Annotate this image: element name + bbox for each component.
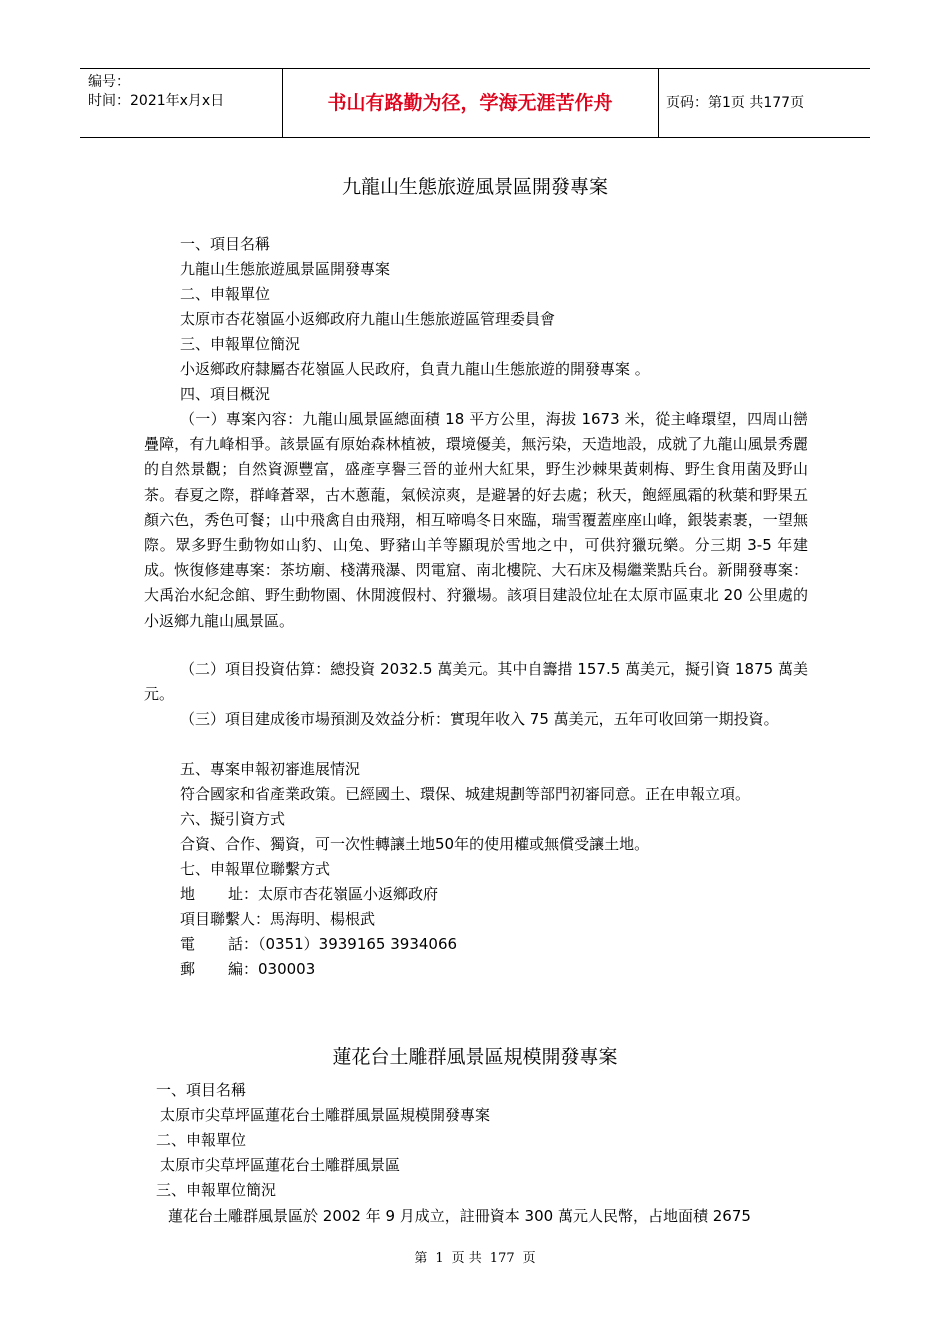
page-header <box>80 68 870 138</box>
s1-investment: （二）項目投資估算：總投資 2032.5 萬美元。其中自籌措 157.5 萬美元，擬引資 1875 萬美元。 <box>144 660 808 704</box>
footer-mid: 页 共 <box>451 1251 482 1266</box>
s1-investment-mode: 合資、合作、獨資，可一次性轉讓土地50年的使用權或無償受讓土地。 <box>180 835 650 853</box>
serial-label: 编号： <box>88 74 130 90</box>
s2-brief: 蓮花台土雕群風景區於 2002 年 9 月成立，註冊資本 300 萬元人民幣，占地面積 2675 <box>168 1207 751 1225</box>
s1-address-label: 地 <box>180 885 196 903</box>
s1-phone: 話：（0351）3939165 3934066 <box>228 935 458 953</box>
s1-heading-overview: 四、項目概況 <box>180 385 271 403</box>
section2-title: 蓮花台土雕群風景區規模開發專案 <box>332 1046 618 1068</box>
header-divider <box>658 69 659 137</box>
footer-total-pages: 177 <box>489 1251 515 1266</box>
s1-market-forecast: （三）項目建成後市場預測及效益分析：實現年收入 75 萬美元，五年可收回第一期投資。 <box>180 710 779 728</box>
s1-heading-name: 一、項目名稱 <box>180 235 271 253</box>
s1-unit: 太原市杏花嶺區小返鄉政府九龍山生態旅遊區管理委員會 <box>180 310 556 328</box>
header-motto: 书山有路勤为径，学海无涯苦作舟 <box>327 92 613 114</box>
footer-page-number: 1 <box>435 1251 444 1266</box>
s1-progress: 符合國家和省產業政策。已經國土、環保、城建規劃等部門初審同意。正在申報立項。 <box>180 785 751 803</box>
header-pager: 页码：第1页 共177页 <box>666 95 805 111</box>
s1-heading-investment-mode: 六、擬引資方式 <box>180 810 286 828</box>
footer-prefix: 第 <box>414 1251 428 1266</box>
s2-heading-brief: 三、申報單位簡況 <box>156 1181 277 1199</box>
s2-unit: 太原市尖草坪區蓮花台土雕群風景區 <box>160 1156 401 1174</box>
s2-heading-name: 一、項目名稱 <box>156 1081 247 1099</box>
section1-title: 九龍山生態旅遊風景區開發專案 <box>341 176 608 198</box>
date-label: 时间：2021年x月x日 <box>88 93 225 109</box>
s1-postcode-label: 郵 <box>180 960 196 978</box>
s2-heading-unit: 二、申報單位 <box>156 1131 247 1149</box>
s1-postcode: 編：030003 <box>228 960 316 978</box>
page-footer <box>0 1247 950 1266</box>
footer-suffix: 页 <box>522 1251 536 1266</box>
header-meta <box>88 73 224 111</box>
s1-contact-person: 項目聯繫人：馬海明、楊根武 <box>180 910 376 928</box>
s1-heading-brief: 三、申報單位簡況 <box>180 335 301 353</box>
s1-heading-progress: 五、專案申報初審進展情況 <box>180 760 361 778</box>
s1-brief: 小返鄉政府隸屬杏花嶺區人民政府，負責九龍山生態旅遊的開發專案 。 <box>180 360 650 378</box>
s1-address: 址：太原市杏花嶺區小返鄉政府 <box>228 885 439 903</box>
s1-overview-content: （一）專案內容：九龍山風景區總面積 18 平方公里，海拔 1673 米，從主峰環望，四周山巒疊障，有九峰相爭。該景區有原始森林植被，環境優美，無污染，天造地設，成就了九龍山風景秀麗的自然景觀；自然資源豐富，盛產享譽三晉的並州大紅果，野生沙棘果黃刺梅、野生食用菌及野山茶。春夏之際，群峰蒼翠，古木蔥蘢，氣候涼爽，是避暑的好去處；秋天，飽經風霜的秋葉和野果五顏六色，秀色可餐；山中飛禽自由飛翔，相互啼鳴冬日來臨，瑞雪覆蓋座座山峰，銀裝素裹，一望無際。眾多野生動物如山豹、山兔、野豬山羊等顯現於雪地之中，可供狩獵玩樂。分三期 3-5 年建成。恢復修建專案：茶坊廟、棧溝飛瀑、閃電窟、南北樓院、大石床及楊繼業點兵台。新開發專案：大禹治水紀念館、野生動物園、休閒渡假村、狩獵場。該項目建設位址在太原市區東北 20 公里處的小返鄉九龍山風景區。 <box>144 410 808 630</box>
s1-phone-label: 電 <box>180 935 196 953</box>
s2-project-name: 太原市尖草坪區蓮花台土雕群風景區規模開發專案 <box>160 1106 491 1124</box>
s1-heading-contact: 七、申報單位聯繫方式 <box>180 860 331 878</box>
s1-heading-unit: 二、申報單位 <box>180 285 271 303</box>
s1-project-name: 九龍山生態旅遊風景區開發專案 <box>180 260 391 278</box>
